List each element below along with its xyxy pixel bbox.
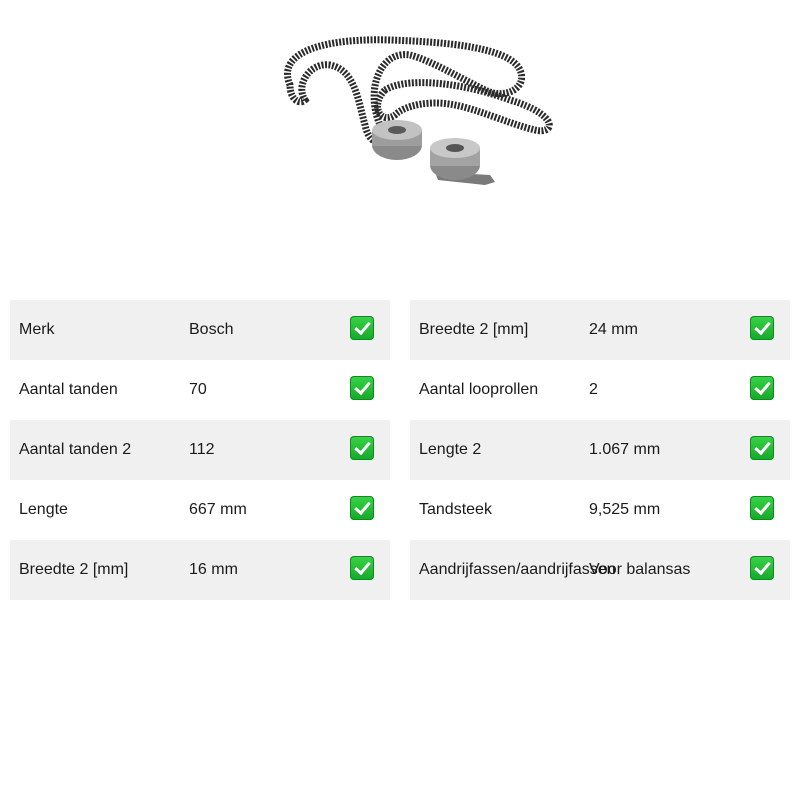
check-icon: [350, 436, 374, 460]
spec-label: Aantal tanden: [19, 381, 118, 398]
spec-row: [410, 540, 790, 600]
spec-label: Aandrijfassen/aandrijfassen: [419, 561, 616, 578]
spec-value: 2: [589, 381, 598, 398]
spec-row: [410, 360, 790, 420]
check-icon: [350, 556, 374, 580]
spec-table-left: [10, 300, 390, 600]
check-icon: [350, 316, 374, 340]
check-icon: [750, 496, 774, 520]
spec-row: [410, 480, 790, 540]
check-icon: [750, 376, 774, 400]
spec-label: Aantal tanden 2: [19, 441, 132, 458]
spec-label: Merk: [19, 321, 55, 338]
check-icon: [750, 556, 774, 580]
spec-label: Lengte: [19, 501, 68, 518]
check-icon: [750, 436, 774, 460]
spec-value: Voor balansas: [589, 561, 691, 578]
spec-value: 24 mm: [589, 321, 638, 338]
spec-row: [10, 480, 390, 540]
spec-row: [410, 300, 790, 360]
check-icon: [350, 376, 374, 400]
check-icon: [750, 316, 774, 340]
spec-row: [10, 300, 390, 360]
spec-table-right: [410, 300, 790, 600]
spec-label: Breedte 2 [mm]: [419, 321, 529, 338]
spec-label: Breedte 2 [mm]: [19, 561, 129, 578]
spec-value: 9,525 mm: [589, 501, 661, 518]
spec-value: 70: [189, 381, 207, 398]
spec-value: 1.067 mm: [589, 441, 661, 458]
spec-value: 667 mm: [189, 501, 247, 518]
spec-row: [410, 420, 790, 480]
check-icon: [350, 496, 374, 520]
spec-row: [10, 540, 390, 600]
spec-row: [10, 420, 390, 480]
spec-value: Bosch: [189, 321, 234, 338]
spec-row: [10, 360, 390, 420]
timing-belt-kit-image: [270, 30, 560, 190]
spec-value: 112: [189, 441, 215, 458]
spec-label: Lengte 2: [419, 441, 482, 458]
spec-label: Tandsteek: [419, 501, 492, 518]
spec-value: 16 mm: [189, 561, 238, 578]
spec-label: Aantal looprollen: [419, 381, 539, 398]
